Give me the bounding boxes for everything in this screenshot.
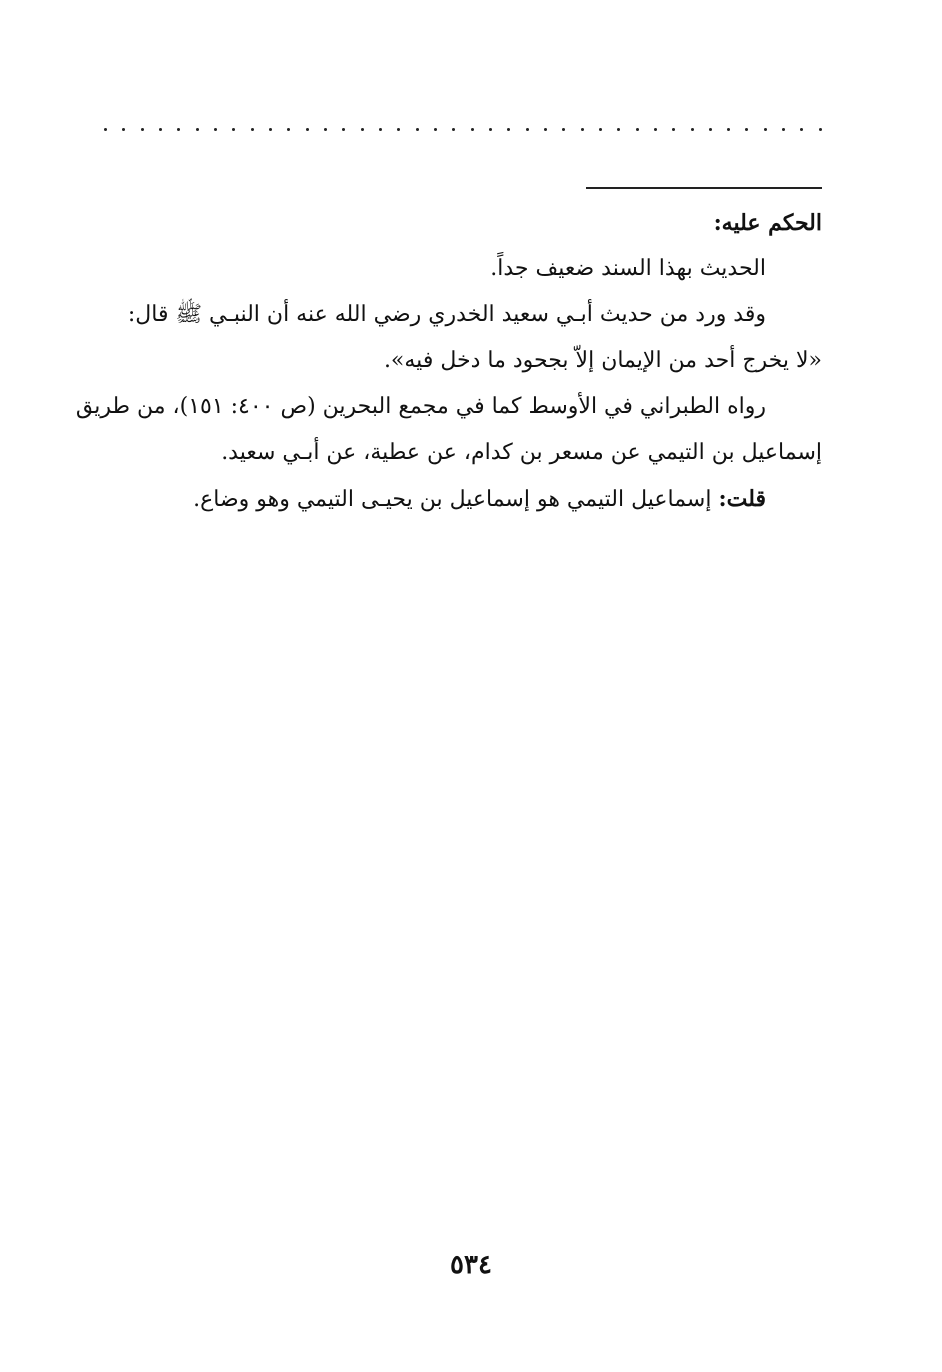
body-text bbox=[75, 200, 822, 523]
text-line: إسماعيل بن التيمي عن مسعر بن كدام، عن عطية، عن أبـي سعيد. bbox=[221, 440, 822, 465]
footnote-rule bbox=[586, 187, 822, 189]
text-line: رواه الطبراني في الأوسط كما في مجمع البحرين (ص ٤٠٠: ١٥١)، من طريق bbox=[75, 394, 766, 419]
conclusion-line bbox=[96, 476, 822, 523]
page-number: ٥٣٤ bbox=[450, 1250, 492, 1280]
conclusion-text: إسماعيل التيمي هو إسماعيل بن يحيـى التيمي وهو وضاع. bbox=[193, 487, 712, 512]
hadith-quote: «لا يخرج أحد من الإيمان إلاّ بجحود ما دخل فيه». bbox=[383, 348, 822, 373]
text-line: وقد ورد من حديث أبـي سعيد الخدري رضي الله عنه أن النبـي ﷺ قال: bbox=[127, 302, 766, 327]
section-heading: الحكم عليه: bbox=[713, 210, 822, 236]
conclusion-label: قلت: bbox=[718, 486, 766, 512]
text-line: الحديث بهذا السند ضعيف جداً. bbox=[490, 256, 766, 281]
dotted-separator bbox=[104, 124, 822, 134]
